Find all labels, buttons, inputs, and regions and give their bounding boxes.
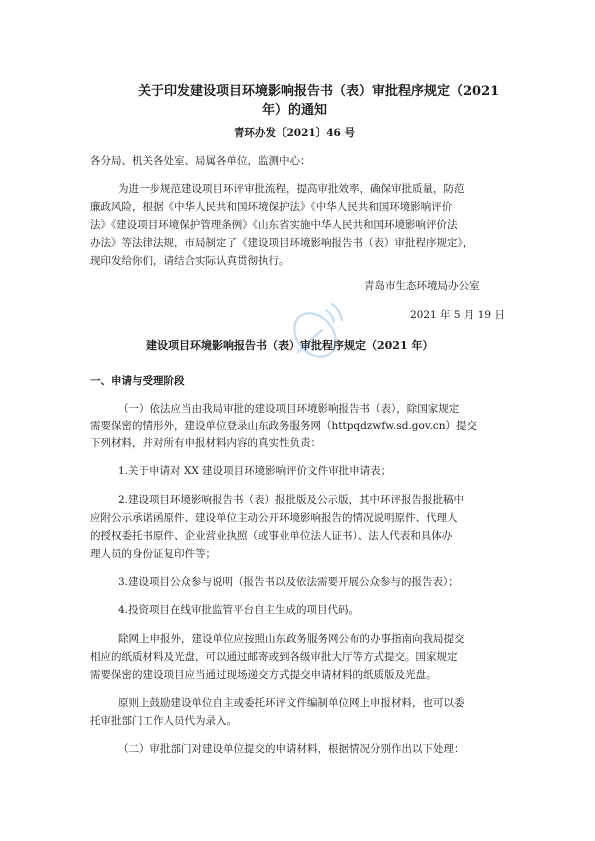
doc-title-line2: 年）的通知 xyxy=(262,103,328,118)
item2-line-1: 2.建设项目环境影响报告书（表）报批版及公示版，其中环评报告报批稿中 xyxy=(118,494,465,506)
item2-line-3: 的授权委托书原件、企业营业执照（或事业单位法人证书）、法人代表和具体办 xyxy=(90,530,453,542)
watermark-logo xyxy=(270,290,360,380)
para2-line-3: 需要保密的建设项目应当通过现场递交方式提交申请材料的纸质版及光盘。 xyxy=(90,669,437,681)
doc-title-line1: 关于印发建设项目环境影响报告书（表）审批程序规定（2021 xyxy=(138,84,500,99)
intro-line-2: 廉政风险，根据《中华人民共和国环境保护法》《中华人民共和国环境影响评价 xyxy=(90,201,453,213)
issue-date: 2021 年 5 月 19 日 xyxy=(410,309,505,321)
para1-line-1: （一）依法应当由我局审批的建设项目环境影响报告书（表），除国家规定 xyxy=(118,403,460,415)
intro-line-5: 现印发给你们，请结合实际认真贯彻执行。 xyxy=(90,255,290,267)
para1-line-2: 需要保密的情形外，建设单位登录山东政务服务网（httpqdzwfw.sd.gov.cn）提交 xyxy=(90,420,478,432)
para2-line-1: 除网上申报外，建设单位应按照山东政务服务网公布的办事指南向我局提交 xyxy=(118,633,465,645)
intro-line-4: 办法》等法律法规，市局制定了《建设项目环境影响报告书（表）审批程序规定》， xyxy=(90,237,474,249)
item2-line-4: 理人员的身份证复印件等； xyxy=(90,548,216,560)
para2-line-2: 相应的纸质材料及光盘，可以通过邮寄或到各级审批大厅等方式提交。国家规定 xyxy=(90,651,458,663)
section-heading-1: 一、申请与受理阶段 xyxy=(90,375,185,387)
item-1: 1.关于申请对 XX 建设项目环境影响评价文件审批申请表； xyxy=(118,465,392,477)
item-3: 3.建设项目公众参与说明（报告书以及依法需要开展公众参与的报告表）； xyxy=(118,576,459,588)
para1-line-3: 下列材料，并对所有申报材料内容的真实性负责： xyxy=(90,437,321,449)
para3-line-1: 原则上鼓励建设单位自主或委托环评文件编制单位网上申报材料，也可以委 xyxy=(118,697,465,709)
para4-line-1: （二）审批部门对建设单位提交的申请材料，根据情况分别作出以下处理： xyxy=(118,743,465,755)
intro-line-3: 法》《建设项目环境保护管理条例》《山东省实施中华人民共和国环境影响评价法 xyxy=(90,219,458,231)
issuer: 青岛市生态环境局办公室 xyxy=(364,280,480,292)
addressee: 各分局、机关各处室、局属各单位，监测中心： xyxy=(90,155,311,167)
item2-line-2: 应附公示承诺函原件、建设单位主动公开环境影响报告的情况说明原件、代理人 xyxy=(90,512,458,524)
item-4: 4.投资项目在线审批监管平台自主生成的项目代码。 xyxy=(118,604,360,616)
intro-line-1: 为进一步规范建设项目环评审批流程，提高审批效率，确保审批质量，防范 xyxy=(118,183,465,195)
regulation-title: 建设项目环境影响报告书（表）审批程序规定（2021 年） xyxy=(146,339,434,352)
para3-line-2: 托审批部门工作人员代为录入。 xyxy=(90,715,237,727)
doc-number: 青环办发〔2021〕46 号 xyxy=(234,127,355,139)
